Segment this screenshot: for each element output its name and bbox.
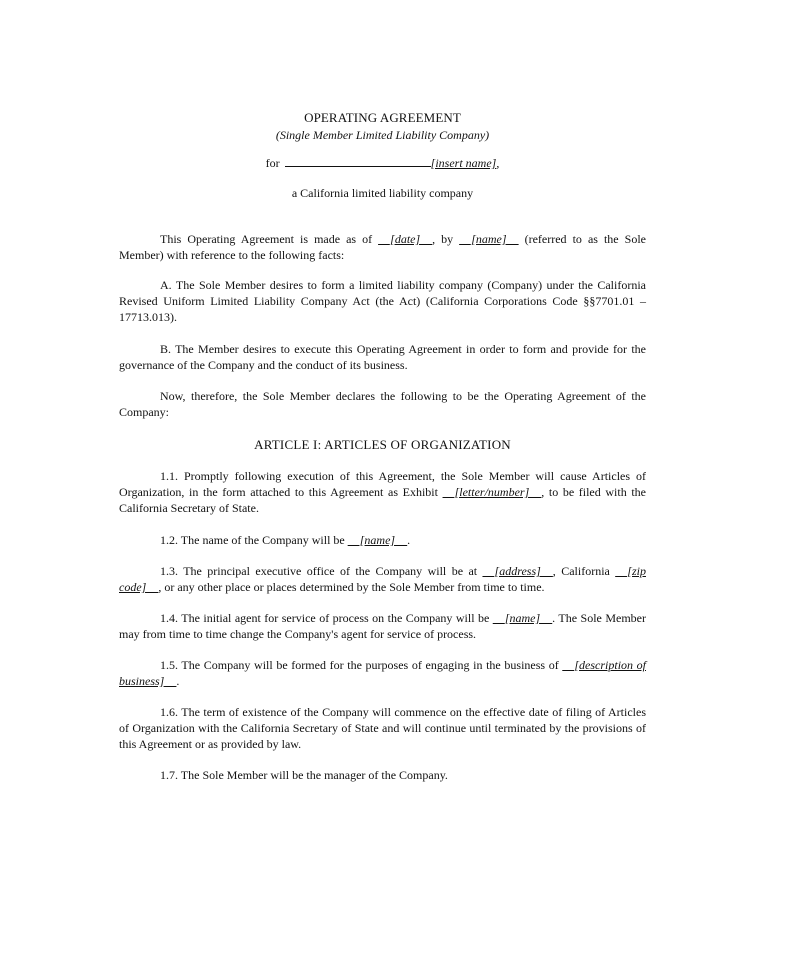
section-1-6: 1.6. The term of existence of the Company will commence on the effective date of filing of Articles of Organization with the California Secretary of State and will continue until terminated by the provisions of this Agreement or as provided by law. [119,705,646,751]
agent-name-placeholder: __[name]__ [492,611,553,625]
member-name-placeholder: __[name]__ [459,232,519,246]
zip-code-placeholder: __[zip code]__ [119,564,646,594]
section-1-3-text-1: 1.3. The principal executive office of the Company will be at [160,564,483,578]
section-1-5-text-2: . [176,674,180,688]
date-placeholder: __[date]__ [378,232,433,246]
section-1-1-text-1: 1.1. Promptly following execution of this Agreement, the Sole Member will cause Articles of Organization, in the form attached to this Agreement as Exhibit [119,469,646,499]
article-heading: ARTICLE I: ARTICLES OF ORGANIZATION [254,437,511,452]
for-label: for [265,156,280,170]
document-subtitle: (Single Member Limited Liability Company) [275,128,490,142]
section-1-4-text-2: . The Sole Member may from time to time change the Company's agent for service of process. [119,611,646,641]
section-1-4 [119,610,646,642]
section-1-1-text-2: , to be filed with the California Secretary of State. [119,485,646,515]
intro-text-3: (referred to as the Sole Member) with reference to the following facts: [119,232,646,262]
fact-a-paragraph: A. The Sole Member desires to form a limited liability company (Company) under the California Revised Uniform Limited Liability Company Act (the Act) (California Corporations Code §§7701.01 – 17713.013). [119,278,646,324]
intro-text-2: , by [432,232,460,246]
intro-paragraph [119,231,646,263]
section-1-2-text-1: 1.2. The name of the Company will be [160,533,348,547]
section-1-2-text-2: . [407,533,411,547]
fact-b-paragraph: B. The Member desires to execute this Operating Agreement in order to form and provide for the governance of the Company and the conduct of its business. [119,342,646,372]
address-placeholder: __[address]__ [482,564,553,578]
for-suffix: , [496,156,500,170]
section-1-1 [119,468,646,516]
section-1-7: 1.7. The Sole Member will be the manager of the Company. [160,768,448,782]
name-blank [285,155,431,167]
section-1-3 [119,563,646,595]
company-name-line [119,155,646,171]
intro-text-1: This Operating Agreement is made as of [160,232,379,246]
section-1-5-text-1: 1.5. The Company will be formed for the purposes of engaging in the business of [160,658,563,672]
operating-agreement [119,110,646,783]
section-1-4-text-1: 1.4. The initial agent for service of process on the Company will be [160,611,493,625]
company-name-placeholder: __[name]__ [347,533,408,547]
now-therefore-paragraph: Now, therefore, the Sole Member declares the following to be the Operating Agreement of the Company: [119,389,646,419]
business-description-placeholder: __[description of business]__ [119,658,646,688]
exhibit-placeholder: __[letter/number]__ [442,485,542,499]
document-title: OPERATING AGREEMENT [304,110,461,125]
section-1-2 [119,532,646,548]
state-line: a California limited liability company [291,186,474,200]
insert-name-placeholder: [insert name] [430,156,497,170]
section-1-3-text-2: , California [552,564,616,578]
section-1-3-text-3: , or any other place or places determined by the Sole Member from time to time. [158,580,545,594]
section-1-5 [119,657,646,689]
